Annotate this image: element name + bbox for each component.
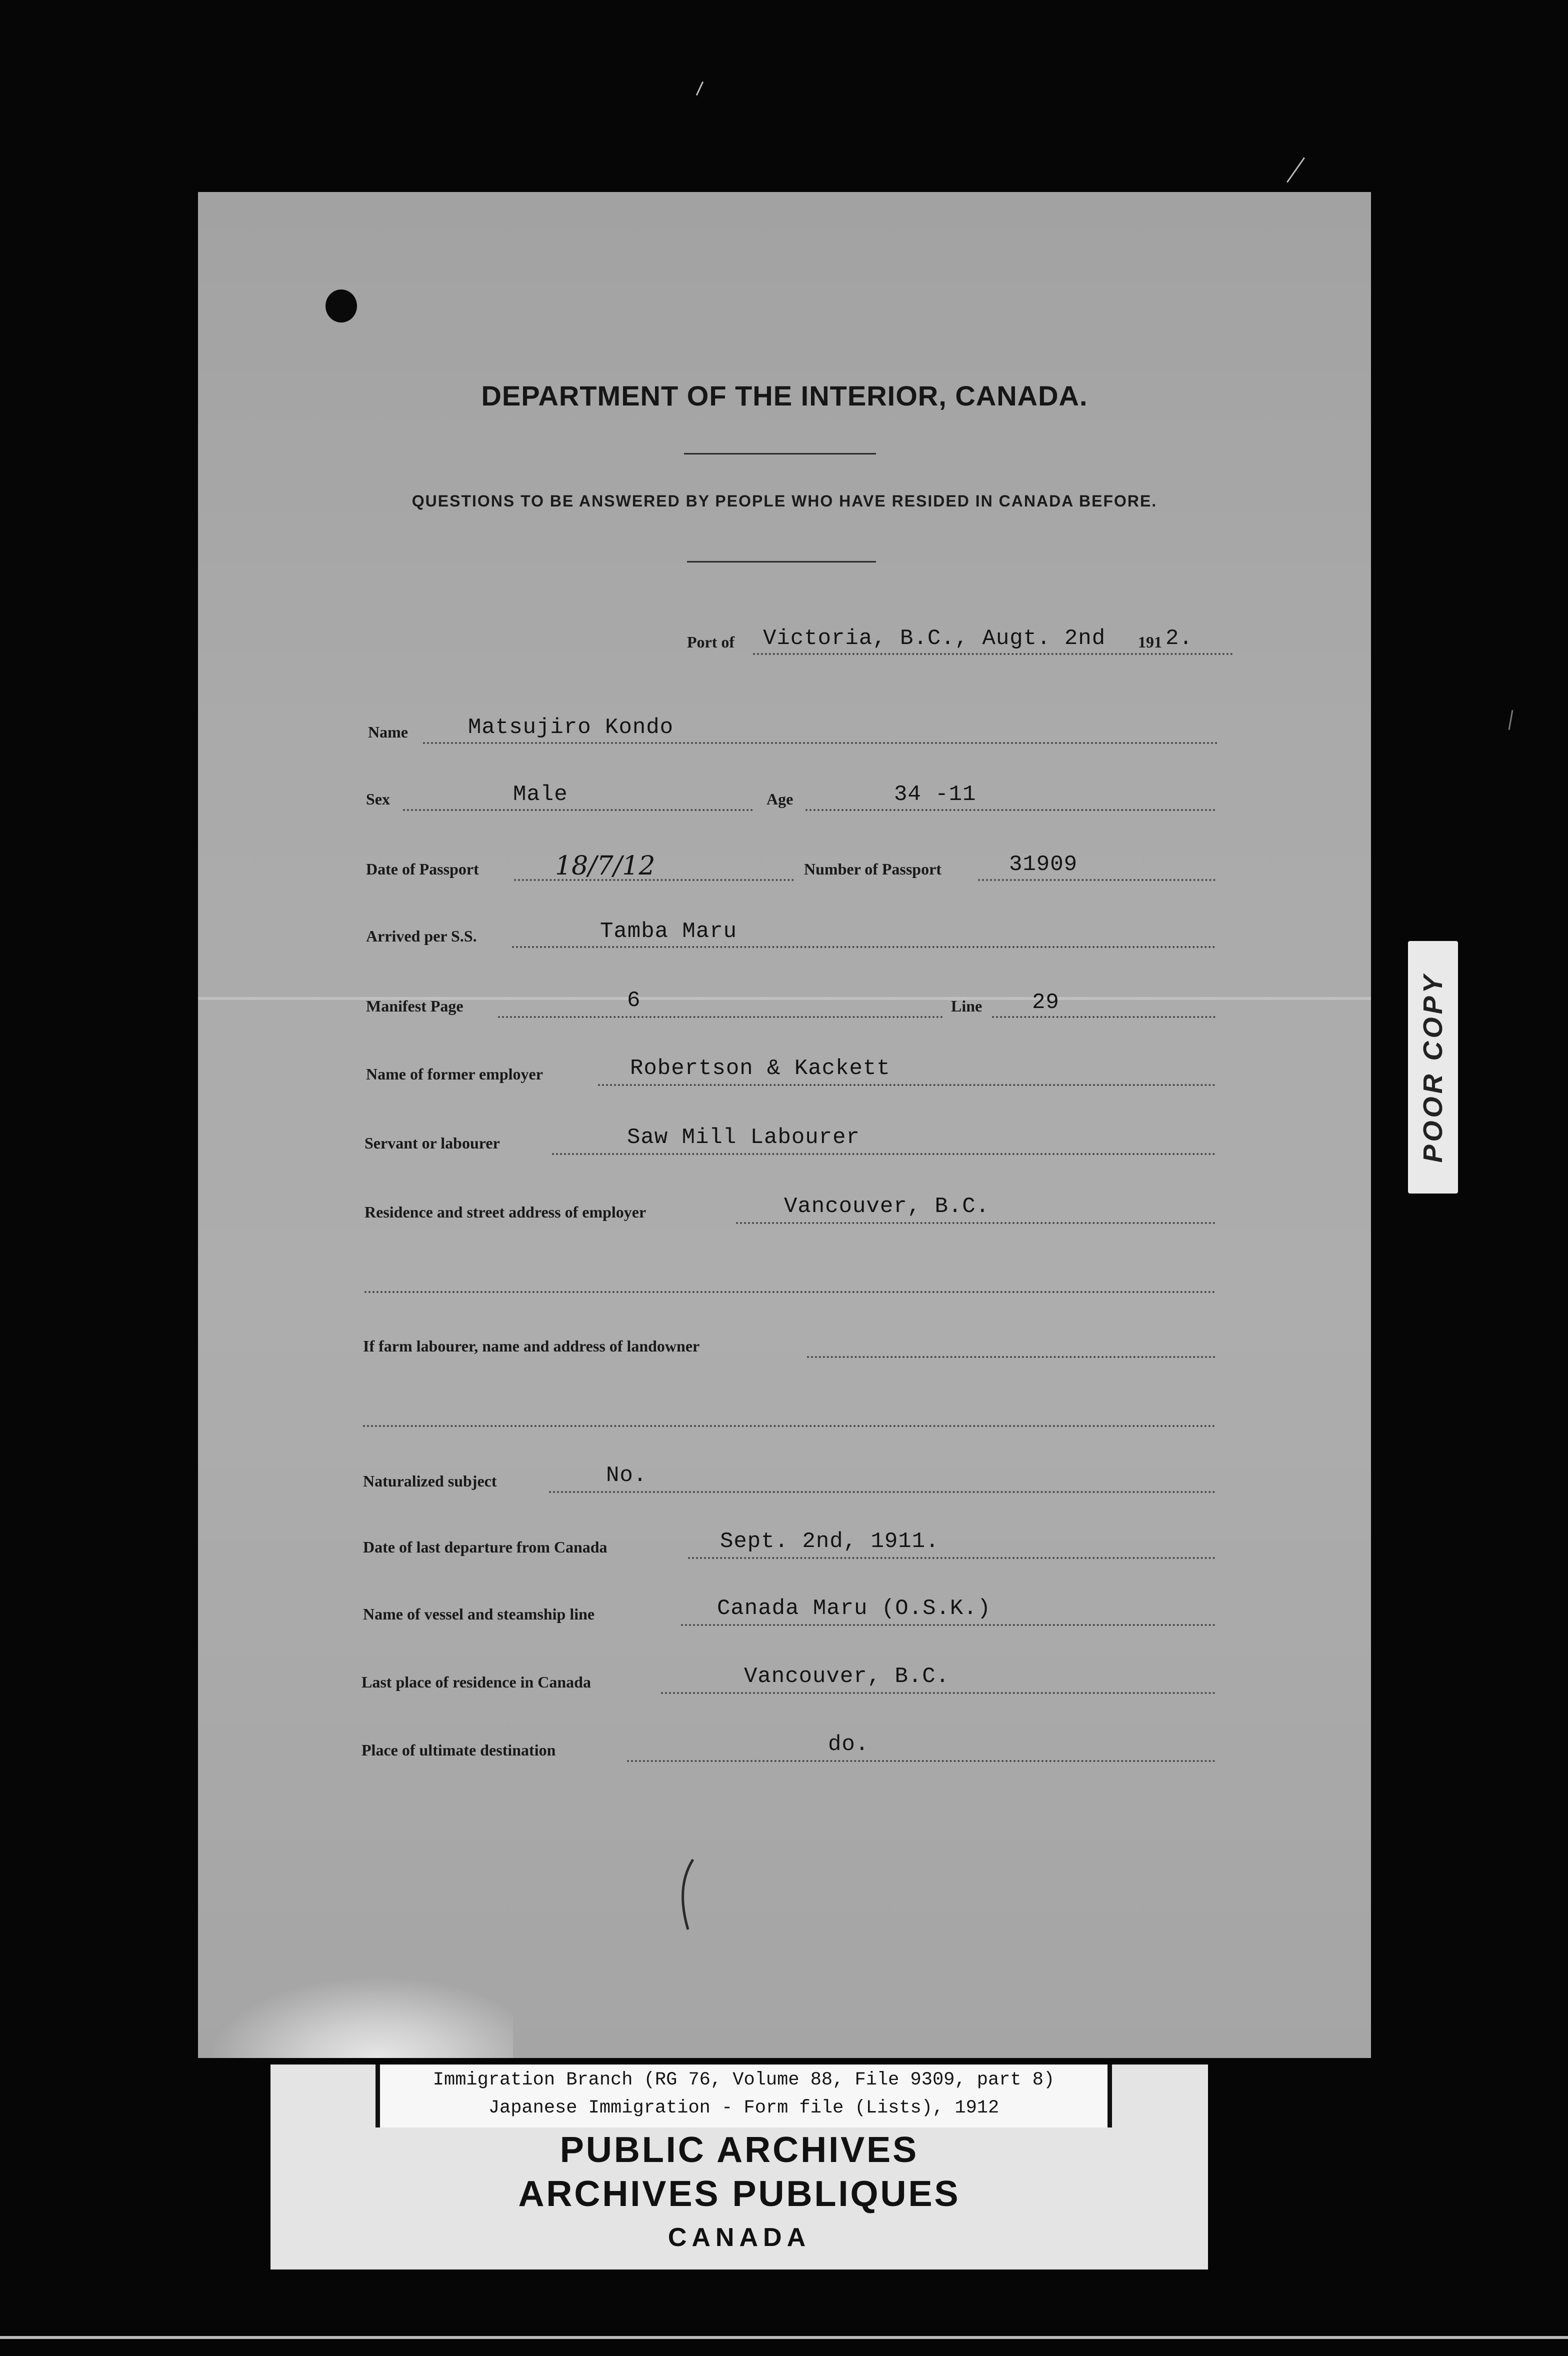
sex-label: Sex xyxy=(366,790,390,808)
film-scratch xyxy=(1508,710,1514,730)
port-value: Victoria, B.C., Augt. 2nd xyxy=(763,626,1106,651)
last-departure-line xyxy=(688,1557,1216,1559)
naturalized-value: No. xyxy=(606,1463,648,1488)
manifest-line-value: 29 xyxy=(1032,990,1060,1015)
pencil-mark xyxy=(673,1857,703,1932)
servant-labourer-value: Saw Mill Labourer xyxy=(627,1125,860,1150)
title-rule xyxy=(684,453,876,454)
servant-labourer-line xyxy=(552,1153,1216,1155)
last-residence-line xyxy=(661,1692,1216,1694)
manifest-line-label: Line xyxy=(951,997,982,1015)
name-line xyxy=(423,742,1218,744)
last-residence-label: Last place of residence in Canada xyxy=(362,1673,591,1691)
naturalized-line xyxy=(549,1491,1216,1493)
film-edge xyxy=(0,2336,1568,2339)
farm-labourer-label: If farm labourer, name and address of landowner xyxy=(363,1337,700,1355)
punch-hole xyxy=(326,290,357,322)
port-label: Port of xyxy=(687,633,735,651)
sex-value: Male xyxy=(513,782,568,807)
corner-stain xyxy=(213,1978,513,2058)
port-year-suffix: 2. xyxy=(1166,626,1193,651)
vessel-line-label: Name of vessel and steamship line xyxy=(363,1605,595,1623)
farm-labourer-line xyxy=(807,1356,1216,1358)
passport-number-value: 31909 xyxy=(1009,852,1078,877)
poor-copy-tab xyxy=(1408,941,1458,1194)
passport-date-value: 18/7/12 xyxy=(555,851,656,881)
last-departure-value: Sept. 2nd, 1911. xyxy=(720,1529,940,1554)
manifest-page-line xyxy=(498,1016,943,1018)
archive-country: CANADA xyxy=(668,2223,811,2252)
film-scratch xyxy=(1286,158,1305,183)
former-employer-label: Name of former employer xyxy=(366,1065,543,1083)
name-label: Name xyxy=(368,723,408,741)
vessel-line-value: Canada Maru (O.S.K.) xyxy=(717,1596,992,1621)
former-employer-line xyxy=(598,1084,1216,1086)
port-year-prefix: 191 xyxy=(1138,633,1162,651)
archive-title-fr: ARCHIVES PUBLIQUES xyxy=(518,2174,960,2214)
archive-title-en: PUBLIC ARCHIVES xyxy=(560,2130,919,2170)
employer-address-line xyxy=(736,1222,1216,1224)
name-value: Matsujiro Kondo xyxy=(468,715,674,740)
arrived-per-label: Arrived per S.S. xyxy=(366,927,477,945)
form-title: DEPARTMENT OF THE INTERIOR, CANADA. xyxy=(481,380,1088,412)
archive-ref-line-2: Japanese Immigration - Form file (Lists), 1912 xyxy=(488,2098,1000,2118)
naturalized-label: Naturalized subject xyxy=(363,1472,497,1490)
ultimate-destination-line xyxy=(627,1760,1216,1762)
last-departure-label: Date of last departure from Canada xyxy=(363,1538,608,1556)
vessel-line-line xyxy=(681,1624,1216,1626)
ultimate-destination-value: do. xyxy=(828,1732,870,1757)
ultimate-destination-label: Place of ultimate destination xyxy=(362,1741,556,1759)
manifest-page-label: Manifest Page xyxy=(366,997,464,1015)
archive-ref-line-1: Immigration Branch (RG 76, Volume 88, File 9309, part 8) xyxy=(432,2070,1055,2090)
arrived-per-value: Tamba Maru xyxy=(600,919,738,944)
archive-reference-strip xyxy=(376,2064,1112,2128)
servant-labourer-label: Servant or labourer xyxy=(364,1134,500,1152)
employer-address-label: Residence and street address of employer xyxy=(364,1203,646,1221)
subtitle-rule xyxy=(687,561,876,562)
last-residence-value: Vancouver, B.C. xyxy=(744,1664,950,1689)
manifest-page-value: 6 xyxy=(627,988,641,1013)
former-employer-value: Robertson & Kackett xyxy=(630,1056,890,1081)
passport-number-line xyxy=(978,879,1216,881)
immigration-form-sheet xyxy=(198,192,1371,2058)
farm-labourer-line-2 xyxy=(363,1425,1216,1427)
age-value: 34 -11 xyxy=(894,782,976,807)
passport-date-label: Date of Passport xyxy=(366,860,479,878)
employer-address-line-2 xyxy=(364,1291,1216,1293)
age-label: Age xyxy=(766,790,794,808)
employer-address-value: Vancouver, B.C. xyxy=(784,1194,990,1219)
arrived-per-line xyxy=(512,946,1216,948)
film-scratch xyxy=(696,82,704,96)
archive-label xyxy=(270,2064,1208,2270)
manifest-line-line xyxy=(992,1016,1216,1018)
port-line xyxy=(753,653,1233,655)
poor-copy-text: POOR COPY xyxy=(1418,972,1448,1163)
form-subtitle: QUESTIONS TO BE ANSWERED BY PEOPLE WHO HAVE RESIDED IN CANADA BEFORE. xyxy=(412,492,1158,510)
age-line xyxy=(806,809,1216,811)
sex-line xyxy=(403,809,753,811)
passport-number-label: Number of Passport xyxy=(804,860,942,878)
